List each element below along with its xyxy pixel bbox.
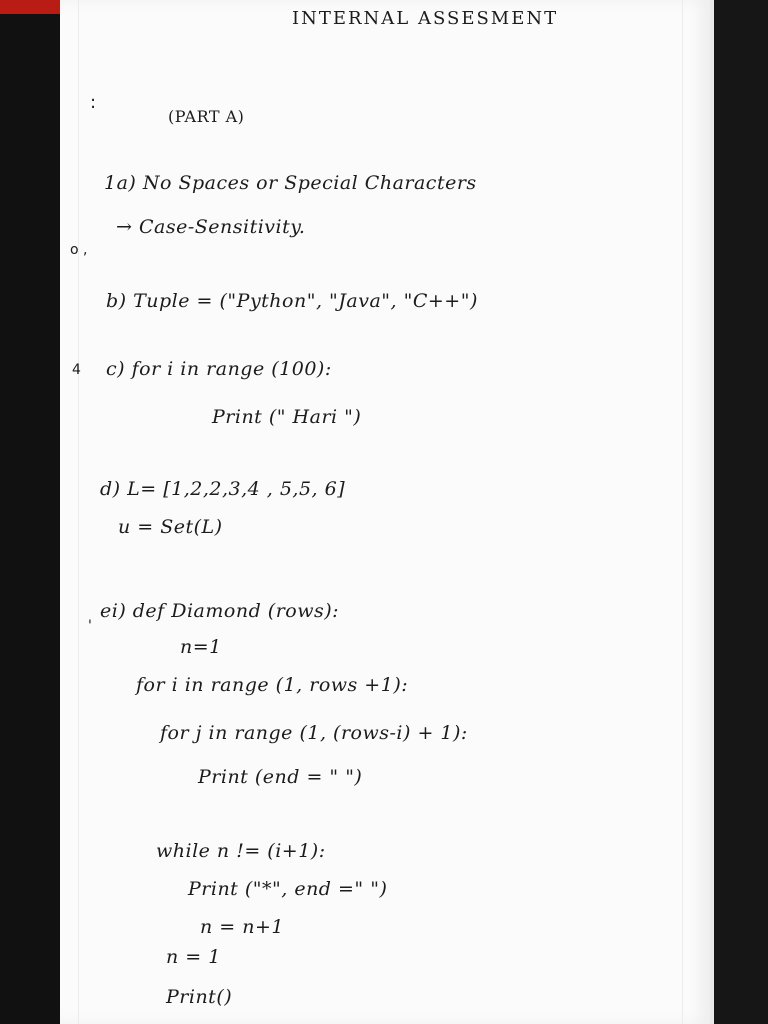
answer-1a-line-1: 1a) No Spaces or Special Characters xyxy=(104,172,477,194)
page-edge xyxy=(78,0,79,1024)
answer-e-line-4: for j in range (1, (rows-i) + 1): xyxy=(160,722,468,744)
bullet-mark: : xyxy=(90,92,97,113)
answer-e-line-1: ei) def Diamond (rows): xyxy=(100,600,340,622)
answer-e-line-8: n = n+1 xyxy=(200,916,284,938)
answer-1a-line-2: → Case-Sensitivity. xyxy=(116,216,306,238)
page-edge xyxy=(682,0,683,1024)
margin-mark: o , xyxy=(70,242,88,258)
page-title: INTERNAL ASSESMENT xyxy=(292,8,559,29)
answer-c-line-2: Print (" Hari ") xyxy=(212,406,362,428)
answer-e-line-3: for i in range (1, rows +1): xyxy=(136,674,409,696)
answer-e-line-10: Print() xyxy=(166,986,233,1008)
answer-e-line-9: n = 1 xyxy=(166,946,221,968)
answer-d-line-1: d) L= [1,2,2,3,4 , 5,5, 6] xyxy=(100,478,346,500)
margin-mark: ' xyxy=(88,618,92,634)
answer-c-line-1: c) for i in range (100): xyxy=(106,358,332,380)
answer-b: b) Tuple = ("Python", "Java", "C++") xyxy=(106,290,478,312)
answer-d-line-2: u = Set(L) xyxy=(118,516,223,538)
answer-e-line-2: n=1 xyxy=(180,636,222,658)
part-heading: (PART A) xyxy=(168,107,245,126)
background-right xyxy=(708,0,768,1024)
answer-e-line-5: Print (end = " ") xyxy=(198,766,363,788)
notebook-page xyxy=(60,0,714,1024)
margin-mark: 4 xyxy=(72,362,81,378)
background-left xyxy=(0,0,60,1024)
answer-e-line-6: while n != (i+1): xyxy=(156,840,326,862)
answer-e-line-7: Print ("*", end =" ") xyxy=(188,878,388,900)
